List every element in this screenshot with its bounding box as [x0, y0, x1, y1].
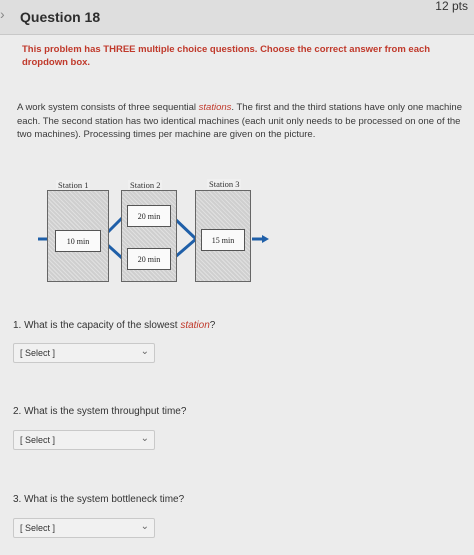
merge-arrow-down — [174, 239, 196, 258]
chevron-down-icon: ⌄ — [140, 521, 149, 532]
question-3-select-value: [ Select ] — [20, 523, 56, 533]
chevron-right-icon[interactable]: › — [0, 6, 5, 22]
question-1-text — [13, 320, 215, 331]
problem-text — [17, 101, 462, 142]
problem-text-end: . The first and the third stations have only one machine each. The second station has two identical machines (each unit only needs to be processed on one of the two machines). Processing times per machine are given on the picture. — [17, 102, 462, 140]
question-1-emphasis: station — [180, 320, 210, 331]
question-2-text: 2. What is the system throughput time? — [13, 406, 187, 417]
station-2-machine-1: 20 min — [127, 205, 171, 227]
station-1-machine: 10 min — [55, 230, 101, 252]
question-1-text-end: ? — [209, 320, 216, 331]
question-3-text: 3. What is the system bottleneck time? — [13, 494, 185, 505]
question-1-select-value: [ Select ] — [20, 348, 56, 358]
question-3-select[interactable] — [13, 518, 155, 538]
question-2-select[interactable] — [13, 430, 155, 450]
question-2-select-value: [ Select ] — [20, 435, 56, 445]
station-3-machine: 15 min — [201, 229, 245, 251]
station-2-label: Station 2 — [130, 180, 161, 190]
merge-arrow-up — [174, 218, 196, 239]
chevron-down-icon: ⌄ — [140, 346, 149, 357]
station-2-machine-2: 20 min — [127, 248, 171, 270]
process-diagram — [38, 178, 270, 284]
problem-emphasis: stations — [198, 102, 232, 113]
station-1-label: Station 1 — [58, 180, 89, 190]
problem-text-start: A work system consists of three sequential — [17, 102, 199, 113]
question-1-text-start: 1. What is the capacity of the slowest — [13, 320, 181, 331]
station-3-label: Station 3 — [209, 179, 240, 189]
output-arrow-head — [262, 235, 269, 243]
instructions-text: This problem has THREE multiple choice questions. Choose the correct answer from each dropdown box. — [22, 44, 431, 68]
question-title: Question 18 — [20, 9, 101, 25]
question-1-select[interactable] — [13, 343, 155, 363]
question-header — [0, 0, 474, 35]
chevron-down-icon: ⌄ — [140, 433, 149, 444]
question-points: 12 pts — [435, 0, 468, 13]
